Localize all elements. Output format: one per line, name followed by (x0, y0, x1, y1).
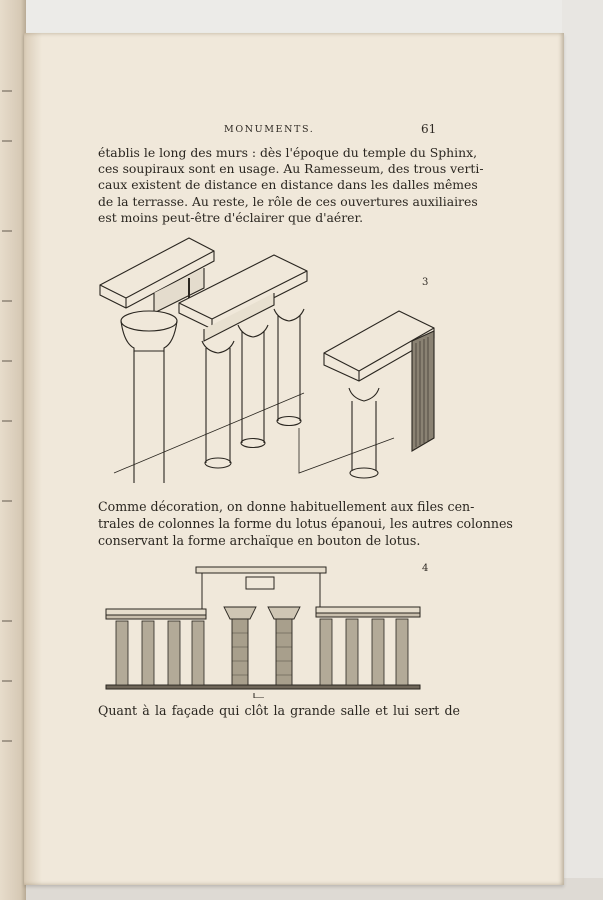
book-page (24, 33, 564, 885)
text-line: Comme décoration, on donne habituellement aux files cen- (98, 499, 475, 514)
text-line: trales de colonnes la forme du lotus épanoui, les autres colonnes (98, 516, 513, 531)
text-line: est moins peut-être d'éclairer que d'aérer. (98, 209, 364, 225)
page-number: 61 (421, 122, 437, 136)
text-line: conservant la forme archaïque en bouton de lotus. (98, 533, 421, 548)
figure-3-number: 3 (422, 277, 429, 288)
text-line: caux existent de distance en distance dans les dalles mêmes (98, 177, 478, 193)
paragraph-3 (98, 703, 460, 719)
figure-4-number: 4 (422, 563, 429, 574)
text-line: de la terrasse. Au reste, le rôle de ces ouvertures auxiliaires (98, 193, 478, 209)
figure-4-hypostyle-section (104, 563, 424, 698)
running-head: MONUMENTS. (224, 124, 315, 135)
text-line: Quant à la façade qui clôt la grande salle et lui sert de (98, 703, 460, 718)
figure-3-colonnade-drawing (94, 233, 454, 483)
paragraph-2 (98, 498, 513, 549)
paragraph-1 (98, 145, 484, 226)
text-line: établis le long des murs : dès l'époque du temple du Sphinx, (98, 145, 478, 160)
background-right (562, 0, 603, 900)
text-line: ces soupiraux sont en usage. Au Ramesseum, des trous verti- (98, 161, 484, 177)
facing-page-edge (0, 0, 26, 900)
